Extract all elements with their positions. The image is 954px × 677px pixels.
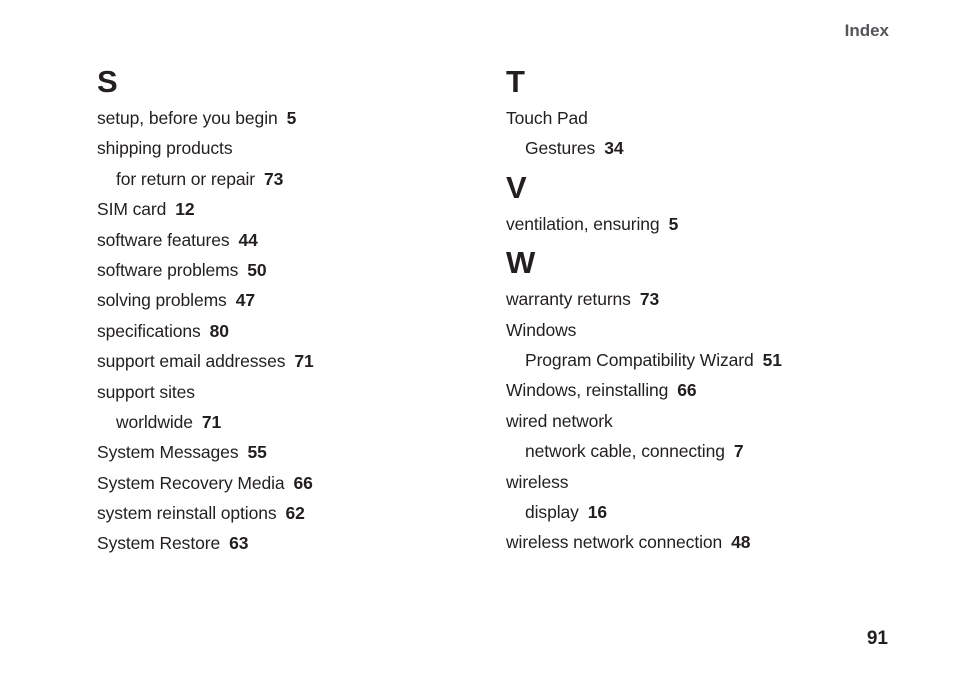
entry-term: System Messages <box>97 442 239 463</box>
entry-page: 51 <box>762 349 782 370</box>
section-letter-v: V <box>506 169 527 205</box>
index-entry <box>97 255 477 285</box>
entry-term: Program Compatibility Wizard <box>525 349 754 370</box>
index-entry <box>97 285 477 315</box>
index-subentry <box>97 407 477 437</box>
index-entry <box>97 225 477 255</box>
entry-page: 5 <box>668 213 679 234</box>
entry-term: for return or repair <box>116 168 256 189</box>
entry-term: system reinstall options <box>97 503 277 524</box>
entry-term: setup, before you begin <box>97 108 278 128</box>
running-header: Index <box>844 21 889 40</box>
entry-page: 34 <box>604 138 624 159</box>
index-entry <box>506 284 886 314</box>
entry-page: 73 <box>264 168 284 189</box>
index-subentry <box>506 497 886 527</box>
entry-term: warranty returns <box>506 289 631 310</box>
entry-page: 48 <box>731 532 751 553</box>
index-entry <box>97 346 477 376</box>
entry-page: 12 <box>175 199 195 220</box>
entry-page: 55 <box>247 442 267 463</box>
entry-page: 80 <box>209 320 229 341</box>
index-column-left <box>97 64 477 559</box>
entry-term: network cable, connecting <box>525 441 725 462</box>
entry-term: Windows, reinstalling <box>506 380 669 401</box>
index-entry <box>97 498 477 528</box>
index-entry <box>506 103 886 133</box>
entry-page: 5 <box>286 108 297 128</box>
index-entry <box>97 133 477 163</box>
entry-page: 71 <box>201 411 222 432</box>
index-entry <box>97 103 477 133</box>
entry-term: specifications <box>97 320 201 341</box>
entry-page: 63 <box>229 533 249 554</box>
entry-term: worldwide <box>116 411 193 432</box>
entry-term: solving problems <box>97 290 227 311</box>
entry-term: software features <box>97 229 230 250</box>
entry-page: 66 <box>293 472 313 493</box>
entry-term: software problems <box>97 259 239 280</box>
entry-term: support email addresses <box>97 351 286 372</box>
entry-term: Gestures <box>525 138 596 159</box>
section-letter-t: T <box>506 64 525 99</box>
index-entry <box>506 315 886 345</box>
entry-term: wireless network connection <box>506 532 723 553</box>
entry-page: 71 <box>294 351 314 372</box>
entry-page: 50 <box>247 259 267 280</box>
index-entry <box>97 377 477 407</box>
entry-term: ventilation, ensuring <box>506 213 660 234</box>
page-number: 91 <box>866 628 888 649</box>
index-entry <box>97 194 477 224</box>
section-letter-w: W <box>506 245 536 281</box>
index-subentry <box>97 164 477 194</box>
index-entry <box>97 437 477 467</box>
entry-term: Windows <box>506 319 577 340</box>
entry-page: 16 <box>587 501 608 522</box>
entry-page: 7 <box>733 441 744 462</box>
entry-page: 73 <box>639 289 660 310</box>
entry-term: wired network <box>506 410 613 431</box>
index-entry <box>506 467 886 497</box>
entry-term: System Restore <box>97 533 221 554</box>
index-entry <box>506 209 886 239</box>
index-entry <box>506 527 886 557</box>
index-entry <box>506 406 886 436</box>
entry-term: System Recovery Media <box>97 472 285 493</box>
index-entry <box>97 528 477 558</box>
index-entry <box>97 316 477 346</box>
index-column-right <box>506 64 886 558</box>
entry-page: 47 <box>235 290 255 311</box>
index-subentry <box>506 133 886 163</box>
entry-term: shipping products <box>97 138 233 159</box>
entry-term: SIM card <box>97 199 167 220</box>
section-letter-s: S <box>97 64 118 99</box>
entry-page: 66 <box>677 380 697 401</box>
index-subentry <box>506 345 886 375</box>
entry-page: 62 <box>285 503 305 524</box>
entry-term: support sites <box>97 381 195 402</box>
entry-term: display <box>525 501 579 522</box>
entry-page: 44 <box>238 229 258 250</box>
entry-term: Touch Pad <box>506 108 588 128</box>
index-entry <box>97 468 477 498</box>
index-entry <box>506 375 886 405</box>
index-subentry <box>506 436 886 466</box>
entry-term: wireless <box>506 471 569 492</box>
